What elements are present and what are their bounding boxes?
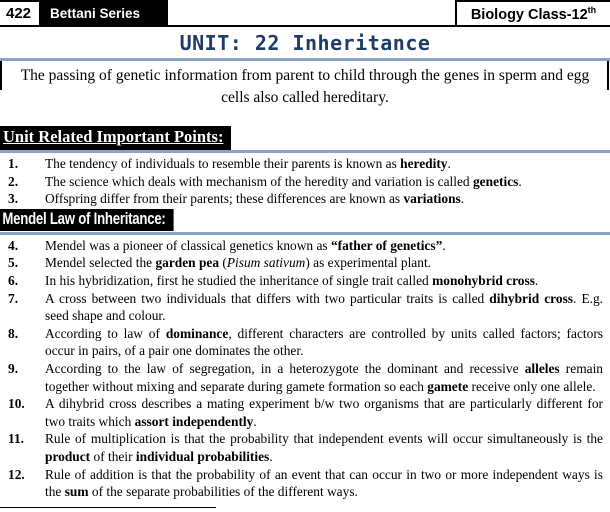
item-number: 9. [8, 360, 19, 376]
list-item [0, 237, 610, 255]
item-text: In his hybridization, first he studied the inheritance of single trait called monohybrid cross. [45, 272, 539, 288]
class-superscript: th [587, 4, 597, 15]
item-text: Rule of multiplication is that the probability that independent events will occur simultaneously is the product of their individual probabilities. [45, 431, 603, 464]
page-header [0, 0, 610, 27]
section-heading-unit-points: Unit Related Important Points: [0, 126, 231, 150]
item-text: According to the law of segregation, in a heterozygote the dominant and recessive alleles remain together without mixing and separate during gamete formation so each gamete receive only one allele. [45, 360, 603, 394]
points-list-2 [0, 237, 610, 501]
list-item [0, 466, 610, 501]
item-number: 10. [8, 396, 25, 412]
footnote-divider [0, 507, 216, 508]
item-number: 2. [8, 173, 19, 189]
item-text: A cross between two individuals that differs with two particular traits is called dihybrid cross. E.g. seed shape and colour. [45, 290, 604, 324]
item-text: According to law of dominance, different characters are controlled by units called factors; factors occur in pairs, of a pair one dominates the other. [45, 325, 603, 359]
list-item [0, 395, 610, 430]
list-item [0, 254, 610, 272]
item-number: 12. [8, 466, 25, 482]
item-number: 8. [8, 325, 19, 341]
item-number: 11. [8, 431, 24, 447]
section-heading-mendel-law: Mendel Law of Inheritance: [0, 209, 174, 231]
unit-title: UNIT: 22 Inheritance [179, 31, 431, 55]
horizontal-rule-section-1 [0, 150, 610, 153]
list-item [0, 430, 610, 465]
item-text: Mendel selected the garden pea (Pisum sativum) as experimental plant. [45, 255, 432, 271]
intro-box [0, 61, 610, 113]
item-number: 6. [8, 272, 19, 288]
intro-text: The passing of genetic information from parent to child through the genes in sperm and egg cells also called hereditary. [20, 67, 590, 106]
page-number: 422 [6, 5, 32, 22]
item-text: Rule of addition is that the probability of an event that can occur in two or more independent ways is the sum of the separate probabilities of the different ways. [45, 466, 603, 500]
item-number: 3. [8, 191, 19, 207]
list-item [0, 272, 610, 290]
item-number: 5. [8, 255, 19, 271]
horizontal-rule-section-2 [0, 232, 610, 235]
item-text: Mendel was a pioneer of classical genetics known as “father of genetics”. [45, 237, 446, 253]
list-item [0, 173, 610, 191]
list-item [0, 290, 610, 325]
item-text: The science which deals with mechanism of the heredity and variation is called genetics. [45, 173, 522, 189]
header-left-group [0, 0, 168, 25]
series-label: Bettani Series [39, 2, 168, 25]
class-label: Biology Class-12th [470, 4, 597, 23]
item-text: A dihybrid cross describes a mating experiment b/w two organisms that are particularly different for two traits which assort independently. [45, 396, 603, 429]
list-item [0, 325, 610, 360]
item-number: 7. [8, 290, 19, 306]
item-text: Offspring differ from their parents; these differences are known as variations. [45, 191, 465, 207]
item-number: 4. [8, 237, 19, 253]
class-label-box [455, 0, 610, 25]
list-item [0, 190, 610, 208]
item-number: 1. [8, 156, 19, 171]
item-text: The tendency of individuals to resemble their parents is known as heredity. [45, 156, 451, 171]
list-item [0, 360, 610, 395]
points-list-1 [0, 155, 610, 208]
list-item [0, 155, 610, 173]
